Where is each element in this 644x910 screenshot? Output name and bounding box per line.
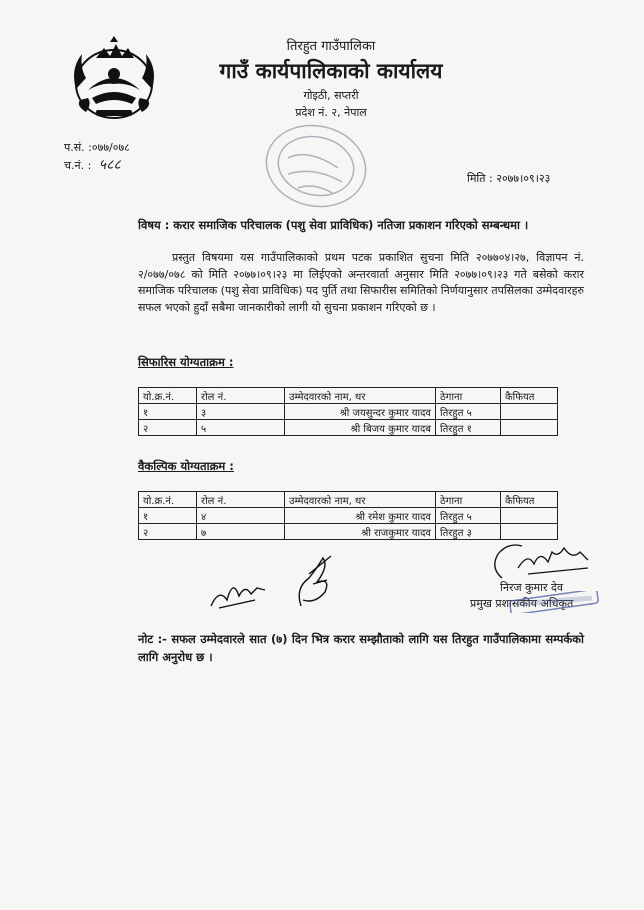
reference-number: प.सं. :०७७/०७८ xyxy=(64,141,130,154)
cell-serial: २ xyxy=(139,420,197,436)
cell-name: श्री जयसुन्दर कुमार यादव xyxy=(285,404,436,420)
municipality-name: तिरहुत गाउँपालिका xyxy=(286,39,376,54)
committee-signatures xyxy=(205,548,355,618)
dispatch-number-value: ५८८ xyxy=(98,157,121,173)
cell-name: श्री बिजय कुमार यादब xyxy=(285,420,436,436)
dispatch-number xyxy=(64,155,121,174)
cell-remarks xyxy=(501,508,558,524)
col-serial: यो.क्र.नं. xyxy=(139,492,197,508)
col-name: उम्मेदवारको नाम, थर xyxy=(285,388,436,404)
col-address: ठेगाना xyxy=(436,388,501,404)
col-address: ठेगाना xyxy=(436,492,501,508)
chief-signature xyxy=(488,538,598,586)
col-name: उम्मेदवारको नाम, थर xyxy=(285,492,436,508)
office-title: गाउँ कार्यपालिकाको कार्यालय xyxy=(219,59,443,83)
col-remarks: कैफियत xyxy=(501,492,558,508)
cell-roll: ४ xyxy=(197,508,285,524)
recommended-heading: सिफारिस योग्यताक्रम : xyxy=(138,355,234,369)
cell-roll: ३ xyxy=(197,404,285,420)
cell-remarks xyxy=(501,420,558,436)
table-row xyxy=(139,420,558,436)
col-roll: रोल नं. xyxy=(197,492,285,508)
cell-name: श्री राजकुमार यादव xyxy=(285,524,436,540)
office-round-stamp xyxy=(258,118,378,218)
cell-roll: ७ xyxy=(197,524,285,540)
table-row xyxy=(139,404,558,420)
signatory-title: प्रमुख प्रशासकीय अधिकृत xyxy=(470,597,574,610)
notice-body: प्रस्तुत विषयमा यस गाउँपालिकाको प्रथम पटक प्रकाशित सुचना मिति २०७७०४।२७, विज्ञापन नं. २/०७७/०७८ को मिति २०७७।०९।२३ मा लिईएको अन्तरवार्ता अनुसार मिति २०७७।०९।२३ गते बसेको करार समाजिक परिचालक (पशु सेवा प्राविधिक) पद पुर्ति तथा सिफारीस समितिको निर्णयानुसार तपसिलका उम्मेदवारहरु सफल भएको हुदाँ सबैमा जानकारीको लागी यो सुचना प्रकाशन गरिएको छ । xyxy=(138,251,584,314)
alternate-table xyxy=(138,491,558,540)
cell-address: तिरहुत ५ xyxy=(436,404,501,420)
cell-serial: १ xyxy=(139,404,197,420)
cell-remarks xyxy=(501,404,558,420)
cell-address: तिरहुत ५ xyxy=(436,508,501,524)
blue-designation-stamp xyxy=(508,591,600,613)
col-remarks: कैफियत xyxy=(501,388,558,404)
dispatch-number-label: च.नं. : xyxy=(64,159,92,172)
notice-subject: विषय : करार समाजिक परिचालक (पशु सेवा प्राविधिक) नतिजा प्रकाशन गरिएको सम्बन्धमा । xyxy=(138,218,529,232)
col-serial: यो.क्र.नं. xyxy=(139,388,197,404)
office-location: गोइठी, सप्तरी xyxy=(303,89,359,102)
recommended-table xyxy=(138,387,558,436)
cell-roll: ५ xyxy=(197,420,285,436)
cell-serial: २ xyxy=(139,524,197,540)
cell-serial: १ xyxy=(139,508,197,524)
alternate-heading: वैकल्पिक योग्यताक्रम : xyxy=(138,459,234,473)
notice-date: मिति : २०७७।०९।२३ xyxy=(467,172,551,185)
table-row xyxy=(139,508,558,524)
cell-address: तिरहुत ३ xyxy=(436,524,501,540)
col-roll: रोल नं. xyxy=(197,388,285,404)
signatory-name: निरज कुमार देव xyxy=(500,581,563,594)
table-header-row xyxy=(139,388,558,404)
cell-address: तिरहुत १ xyxy=(436,420,501,436)
cell-name: श्री रमेश कुमार यादव xyxy=(285,508,436,524)
office-province: प्रदेश नं. २, नेपाल xyxy=(295,106,367,119)
table-header-row xyxy=(139,492,558,508)
notice-note: नोट :- सफल उम्मेदवारले सात (७) दिन भित्र करार सम्झौताको लागि यस तिरहुत गाउँपालिकामा सम्पर्कको लागि अनुरोध छ । xyxy=(138,632,584,664)
